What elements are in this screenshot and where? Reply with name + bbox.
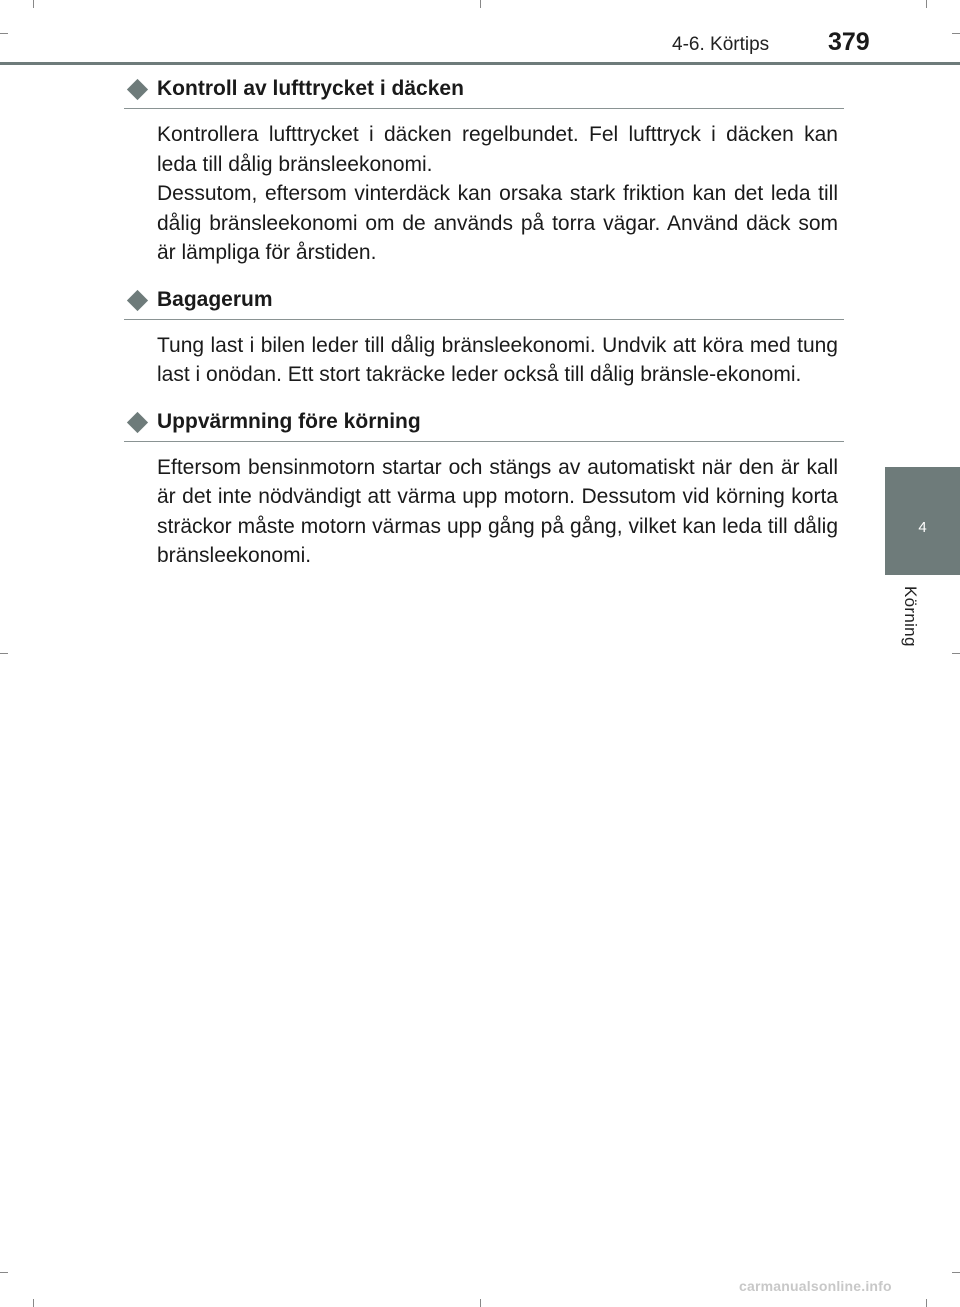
crop-mark bbox=[952, 1272, 960, 1273]
section-heading bbox=[124, 285, 844, 320]
paragraph: Eftersom bensinmotorn startar och stängs av automatiskt när den är kall är det inte nödvändigt att värma upp motorn. Dessutom vid körning korta sträckor måste motorn värmas upp gång på gång, vilket kan leda till dålig bränsleekonomi. bbox=[157, 455, 838, 567]
section-tire-pressure bbox=[124, 74, 844, 268]
page-content bbox=[124, 74, 844, 571]
paragraph: Kontrollera lufttrycket i däcken regelbundet. Fel lufttryck i däcken kan leda till dålig bränsleekonomi. bbox=[157, 123, 838, 176]
diamond-bullet-icon bbox=[127, 79, 148, 100]
section-heading bbox=[124, 407, 844, 442]
chapter-tab bbox=[885, 467, 960, 575]
section-title: Kontroll av lufttrycket i däcken bbox=[157, 77, 464, 100]
chapter-number: 4 bbox=[918, 519, 927, 536]
watermark: carmanualsonline.info bbox=[739, 1278, 892, 1294]
crop-mark bbox=[952, 653, 960, 654]
page-number: 379 bbox=[828, 28, 870, 56]
section-luggage bbox=[124, 285, 844, 390]
header-section-title: 4-6. Körtips bbox=[672, 34, 770, 55]
section-title: Uppvärmning före körning bbox=[157, 409, 421, 433]
section-body bbox=[157, 120, 838, 268]
section-body bbox=[157, 453, 838, 571]
diamond-bullet-icon bbox=[127, 289, 148, 310]
paragraph: Tung last i bilen leder till dålig bränsleekonomi. Undvik att köra med tung last i onödan. Ett stort takräcke leder också till dålig bränsle-ekonomi. bbox=[157, 333, 838, 386]
crop-mark bbox=[33, 1299, 34, 1307]
chapter-label: Körning bbox=[901, 586, 920, 647]
crop-mark bbox=[480, 1299, 481, 1307]
section-heading bbox=[124, 74, 844, 109]
section-warm-up bbox=[124, 407, 844, 571]
crop-mark bbox=[0, 1272, 8, 1273]
crop-mark bbox=[926, 1299, 927, 1307]
section-title: Bagagerum bbox=[157, 287, 273, 311]
header-rule bbox=[0, 62, 960, 65]
crop-mark bbox=[0, 653, 8, 654]
paragraph: Dessutom, eftersom vinterdäck kan orsaka stark friktion kan det leda till dålig bränsleekonomi om de används på torra vägar. Använd däck som är lämpliga för årstiden. bbox=[157, 182, 838, 264]
diamond-bullet-icon bbox=[127, 411, 148, 432]
page-header bbox=[0, 0, 960, 64]
section-body bbox=[157, 331, 838, 390]
